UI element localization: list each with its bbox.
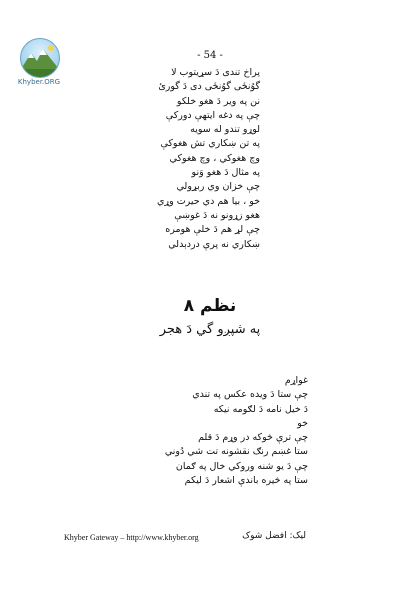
poem-line: نن په ویر دَ هغو خلکو <box>176 95 260 107</box>
poem-line: پراخ تندی دَ سړیتوب لا <box>171 67 260 78</box>
poem-line: گوُنځی گوُنځی دی دَ گورئ <box>158 81 260 93</box>
poem-line: چې خزان وي ربړولي <box>176 181 260 193</box>
logo-text: Khyber.ORG <box>17 78 61 86</box>
poem-line: چې دَ یو شنه وروکي خال په ګمان <box>175 460 308 472</box>
poem-line: خو <box>297 417 308 429</box>
poem-2 <box>68 374 308 488</box>
poem-line: په تن ښکاري تش هغوکې <box>160 138 260 150</box>
poem-line: چې لړ هم دَ خلې هومره <box>165 224 260 236</box>
poem-line: هغو زړونو نه دَ غوښې <box>174 209 260 221</box>
poem-line: چې ترې څوکه در وړم دَ قلم <box>198 432 308 444</box>
poem-line: ستا په څیره باندې اشعار دَ لیکم <box>184 475 308 487</box>
poem-line: چې په دغه ایتهې دورکې <box>165 109 260 121</box>
poem-title: نظم ۸ <box>183 296 237 316</box>
poem-line: ښکاري نه پرې دردېدلي <box>168 238 260 250</box>
poem-line: خو ، بیا هم دي حیرت وړي <box>156 195 260 207</box>
poem-subtitle: په شپږو گي دَ هجر <box>159 322 261 337</box>
poem-line: چې ستا دَ ویده عکس په تندي <box>192 389 308 401</box>
footer-author: لیک: افضل شوک <box>242 531 306 541</box>
poem-line: په مثال دَ هغو وَنو <box>191 167 260 179</box>
poem-line: لوړو تندو له سویه <box>190 124 260 136</box>
poem-line: غواړم <box>284 375 308 386</box>
poem-line: ستا غښم رنګ نقشونه تت شي دُوني <box>164 446 308 458</box>
poem-line: دَ خیل نامه دَ لګومه نیکه <box>213 403 308 415</box>
site-logo <box>12 38 66 96</box>
footer-site: Khyber Gateway – http://www.khyber.org <box>64 533 199 542</box>
page-number: - 54 - <box>197 50 223 61</box>
poem-line: وچ هغوکي ، وچ هغوکي <box>169 152 260 164</box>
poem-1 <box>60 66 260 252</box>
